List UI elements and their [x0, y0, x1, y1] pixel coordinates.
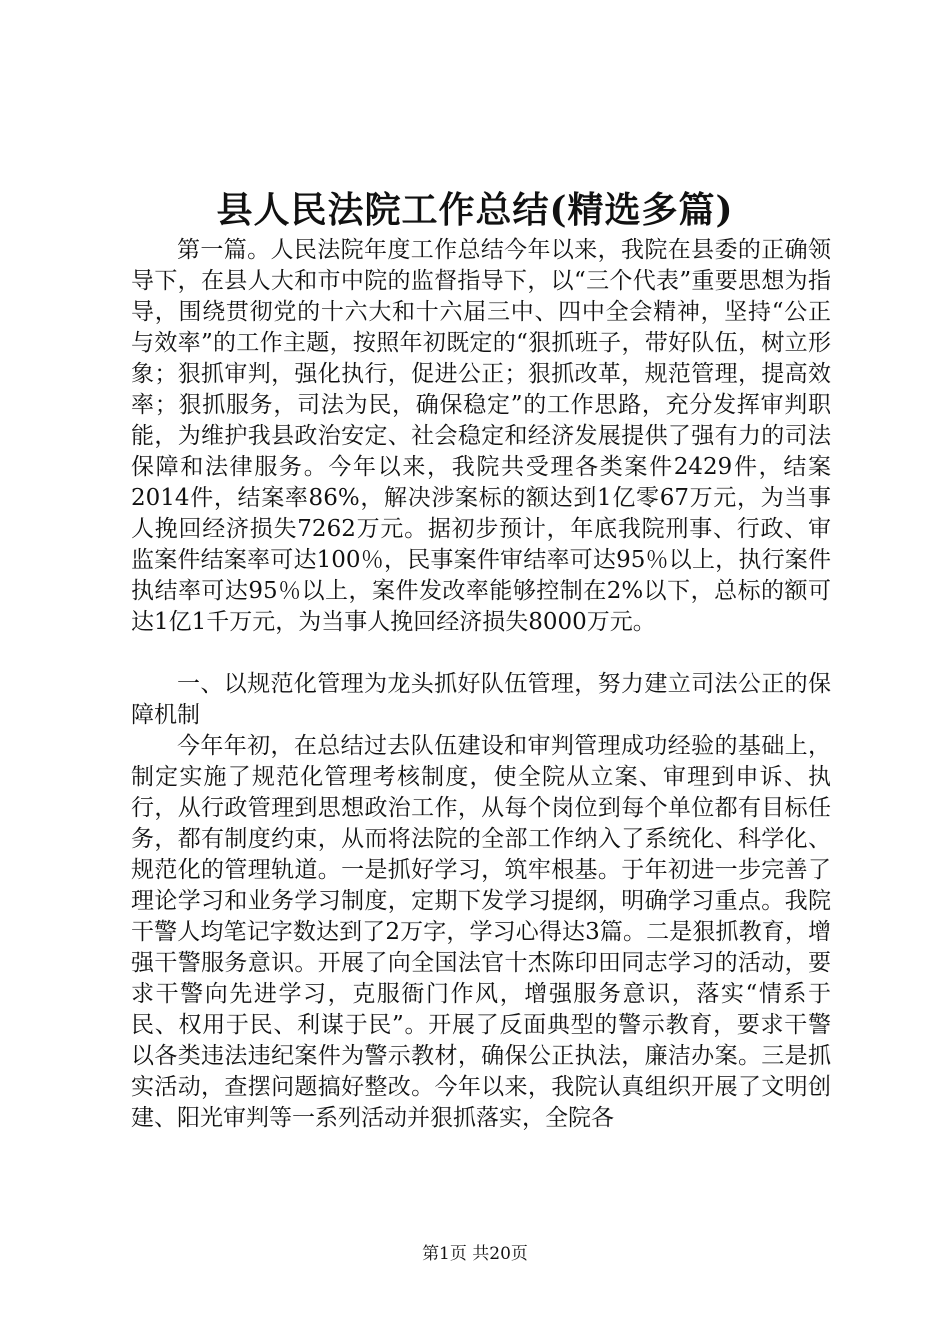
paragraph-spacer	[131, 638, 831, 669]
page-number-footer: 第1页 共20页	[422, 1244, 528, 1264]
document-title: 县人民法院工作总结(精选多篇)	[216, 189, 734, 231]
section-heading-1: 一、以规范化管理为龙头抓好队伍管理，努力建立司法公正的保障机制	[131, 671, 831, 728]
paragraph-intro: 第一篇。人民法院年度工作总结今年以来，我院在县委的正确领导下，在县人大和市中院的监督指导下，以“三个代表”重要思想为指导，围绕贯彻党的十六大和十六届三中、四中全会精神，坚持“公正与效率”的工作主题，按照年初既定的“狠抓班子，带好队伍，树立形象；狠抓审判，强化执行，促进公正；狠抓改革，规范管理，提高效率；狠抓服务，司法为民，确保稳定”的工作思路，充分发挥审判职能，为维护我县政治安定、社会稳定和经济发展提供了强有力的司法保障和法律服务。今年以来，我院共受理各类案件2429件，结案2014件，结案率86%，解决涉案标的额达到1亿零67万元，为当事人挽回经济损失7262万元。据初步预计，年底我院刑事、行政、审监案件结案率可达100％，民事案件审结率可达95％以上，执行案件执结率可达95％以上，案件发改率能够控制在2%以下，总标的额可达1亿1千万元，为当事人挽回经济损失8000万元。	[131, 237, 831, 635]
paragraph-section-1: 今年年初，在总结过去队伍建设和审判管理成功经验的基础上，制定实施了规范化管理考核制度，使全院从立案、审理到申诉、执行，从行政管理到思想政治工作，从每个岗位到每个单位都有目标任务，都有制度约束，从而将法院的全部工作纳入了系统化、科学化、规范化的管理轨道。一是抓好学习，筑牢根基。于年初进一步完善了理论学习和业务学习制度，定期下发学习提纲，明确学习重点。我院干警人均笔记字数达到了2万字，学习心得达3篇。二是狠抓教育，增强干警服务意识。开展了向全国法官十杰陈印田同志学习的活动，要求干警向先进学习，克服衙门作风，增强服务意识，落实“情系于民、权用于民、利谋于民”。开展了反面典型的警示教育，要求干警以各类违法违纪案件为警示教材，确保公正执法，廉洁办案。三是抓实活动，查摆问题搞好整改。今年以来，我院认真组织开展了文明创建、阳光审判等一系列活动并狠抓落实，全院各	[131, 733, 831, 1131]
document-body	[131, 235, 831, 1134]
